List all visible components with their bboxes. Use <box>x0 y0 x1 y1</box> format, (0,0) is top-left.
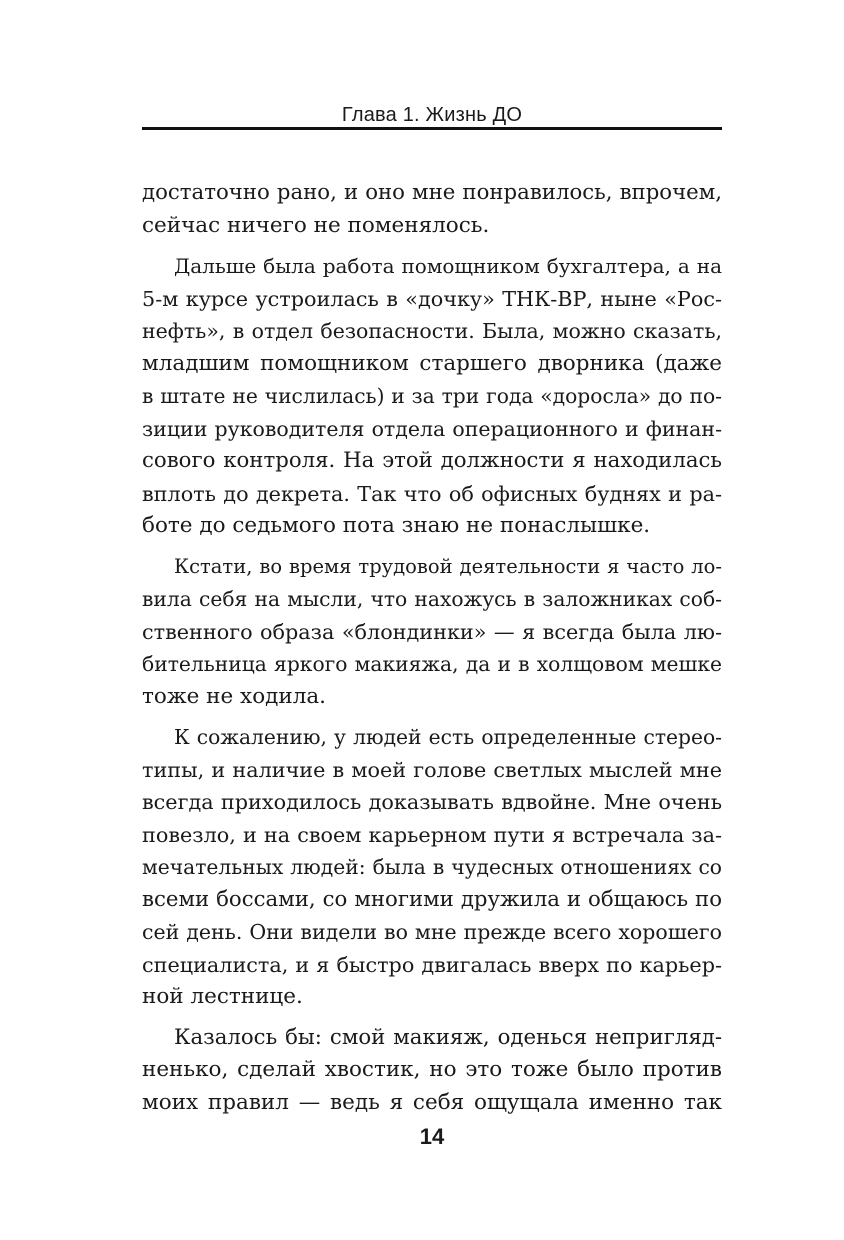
text-line: всеми боссами, со многими дружила и общаюсь по <box>142 886 722 912</box>
text-line: специалиста, и я быстро двигалась вверх по карьер- <box>142 952 722 977</box>
text-line: мечательных людей: была в чудесных отношениях со <box>142 855 722 879</box>
text-line: К сожалению, у людей есть определенные стерео- <box>174 725 722 749</box>
paragraph-gap <box>142 543 722 551</box>
text-line: Кстати, во время трудовой деятельности я часто ло- <box>174 554 722 578</box>
paragraph <box>142 551 722 714</box>
text-line: тоже не ходила. <box>142 683 327 709</box>
paragraph-gap <box>142 713 722 721</box>
text-line: боте до седьмого пота знаю не понаслышке. <box>142 513 651 538</box>
text-line: повезло, и на своем карьерном пути я встречала за- <box>142 822 722 847</box>
text-line: вила себя на мысли, что нахожусь в заложниках соб- <box>142 587 722 611</box>
paragraph <box>142 721 722 1014</box>
text-line: Дальше была работа помощником бухгалтера, а на <box>174 254 722 278</box>
paragraph-gap <box>142 242 722 250</box>
paragraph <box>142 1022 722 1120</box>
text-line: зиции руководителя отдела операционного и финан- <box>142 416 722 441</box>
text-line: всегда приходилось доказывать вдвойне. Мне очень <box>142 790 722 814</box>
text-line: младшим помощником старшего дворника (даже <box>142 350 722 376</box>
text-line: достаточно рано, и оно мне понравилось, впрочем, <box>142 180 722 205</box>
text-line: моих правил — ведь я себя ощущала именно так <box>142 1089 722 1115</box>
text-line: сейчас ничего не поменялось. <box>142 212 490 238</box>
text-line: ственного образа «блондинки» — я всегда была лю- <box>142 619 722 644</box>
text-line: в штате не числилась) и за три года «доросла» до по- <box>142 384 722 408</box>
text-line: типы, и наличие в моей голове светлых мыслей мне <box>142 757 722 782</box>
text-line: сового контроля. На этой должности я находилась <box>142 448 722 473</box>
page-number: 14 <box>419 1124 445 1149</box>
body-text <box>142 177 722 1119</box>
paragraph <box>142 177 722 242</box>
text-line: нефть», в отдел безопасности. Была, можно сказать, <box>142 319 722 343</box>
text-line: Казалось бы: смой макияж, оденься непригляд- <box>174 1024 722 1050</box>
text-line: бительница яркого макияжа, да и в холщовом мешке <box>142 652 722 676</box>
paragraph <box>142 250 722 543</box>
text-line: ненько, сделай хвостик, но это тоже было против <box>142 1057 722 1082</box>
header-rule <box>142 127 722 130</box>
running-head: Глава 1. Жизнь ДО <box>341 104 523 126</box>
paragraph-gap <box>142 1014 722 1022</box>
text-line: вплоть до декрета. Так что об офисных буднях и ра- <box>142 481 722 506</box>
text-line: 5-м курсе устроилась в «дочку» ТНК-ВР, ныне «Рос- <box>142 286 722 311</box>
text-line: ной лестнице. <box>142 984 303 1009</box>
text-line: сей день. Они видели во мне прежде всего хорошего <box>142 920 722 944</box>
